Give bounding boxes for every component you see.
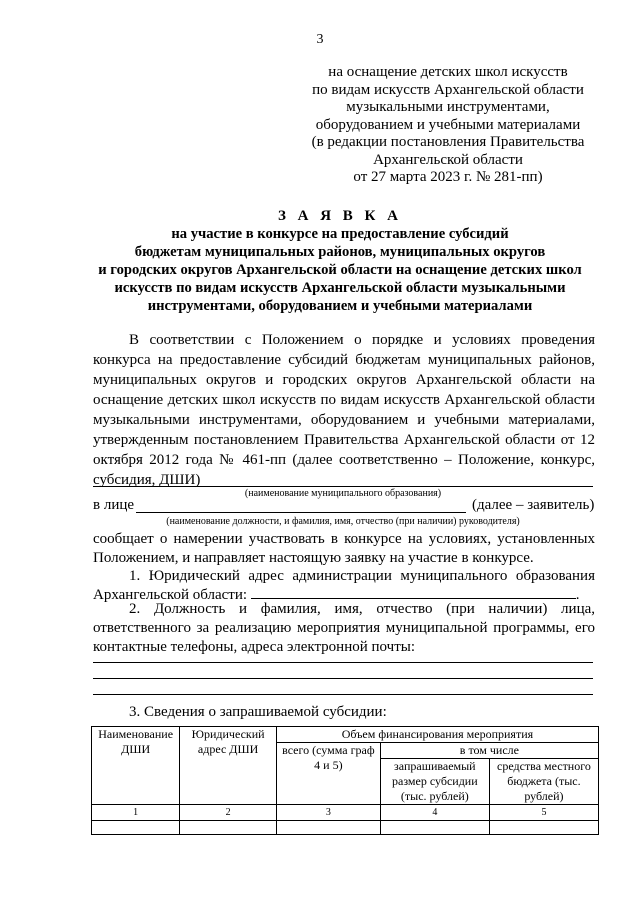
table-cell[interactable]: [180, 821, 277, 835]
header-total: всего (сумма граф 4 и 5): [276, 743, 380, 805]
contact-field-line-2[interactable]: [93, 678, 593, 679]
annex-header: [300, 64, 596, 187]
contact-field-line-1[interactable]: [93, 662, 593, 663]
subtitle-line: на участие в конкурсе на предоставление субсидий: [171, 226, 509, 242]
annex-line: Архангельской области: [373, 151, 523, 168]
item-1-text: 1. Юридический адрес администрации муниципального образования Архангельской области:: [93, 568, 595, 603]
column-number: 1: [92, 805, 180, 821]
header-name: Наименование ДШИ: [92, 727, 180, 805]
intro-paragraph: В соответствии с Положением о порядке и условиях проведения конкурса на предоставление субсидий бюджетам муниципальных районов, муниципальных округов и городских округов Архангельской области на оснащение детских школ искусств по видам искусств Архангельской области музыкальными инструментами, оборудованием и учебными материалами, утвержденным постановлением Правительства Архангельской области от 12 октября 2012 года № 461-пп (далее соответственно – Положение, конкурс, субсидия, ДШИ): [93, 332, 595, 488]
item-1-paragraph: 1. Юридический адрес администрации муниципального образования Архангельской области: .: [93, 568, 595, 603]
page-number: 3: [316, 32, 324, 47]
header-address: Юридический адрес ДШИ: [180, 727, 277, 805]
subsidy-table: [91, 726, 599, 835]
subtitle-line: и городских округов Архангельской области на оснащение детских школ: [98, 262, 582, 278]
annex-line: от 27 марта 2023 г. № 281-пп): [353, 169, 543, 185]
header-volume: Объем финансирования мероприятия: [276, 727, 598, 743]
annex-line: (в редакции постановления Правительства: [311, 134, 585, 150]
table-cell[interactable]: [380, 821, 489, 835]
annex-line: музыкальными инструментами,: [346, 99, 550, 115]
document-title: З А Я В К А: [277, 208, 403, 224]
header-including: в том числе: [380, 743, 598, 759]
in-person-label: в лице: [93, 497, 135, 513]
subtitle-line: бюджетам муниципальных районов, муниципальных округов: [134, 244, 546, 260]
item-3-paragraph: 3. Сведения о запрашиваемой субсидии:: [129, 704, 387, 720]
header-local: средства местного бюджета (тыс. рублей): [489, 759, 598, 805]
applicant-suffix: (далее – заявитель): [472, 497, 595, 513]
legal-address-field[interactable]: [251, 586, 576, 599]
annex-line: по видам искусств Архангельской области: [312, 81, 584, 98]
table-cell[interactable]: [489, 821, 598, 835]
table-row: [92, 821, 599, 835]
subtitle-line: искусств по видам искусств Архангельской области музыкальными: [114, 280, 566, 296]
municipality-hint: (наименование муниципального образования): [244, 488, 442, 499]
column-number: 5: [489, 805, 598, 821]
column-number: 2: [180, 805, 277, 821]
column-number-row: [92, 805, 599, 821]
table-header-row: [92, 727, 599, 743]
municipality-field[interactable]: [93, 486, 593, 487]
table-cell[interactable]: [276, 821, 380, 835]
item-2-paragraph: 2. Должность и фамилия, имя, отчество (при наличии) лица, ответственного за реализацию мероприятия муниципальной программы, его контактные телефоны, адреса электронной почты:: [93, 601, 595, 655]
column-number: 4: [380, 805, 489, 821]
table-cell[interactable]: [92, 821, 180, 835]
annex-line: на оснащение детских школ искусств: [328, 64, 568, 80]
header-requested: запрашиваемый размер субсидии (тыс. рублей): [380, 759, 489, 805]
subtitle-line: инструментами, оборудованием и учебными материалами: [147, 298, 533, 314]
document-subtitle: [80, 225, 600, 315]
contact-field-line-3[interactable]: [93, 694, 593, 695]
column-number: 3: [276, 805, 380, 821]
position-hint: (наименование должности, и фамилия, имя, отчество (при наличии) руководителя): [166, 516, 520, 527]
annex-line: оборудованием и учебными материалами: [315, 116, 581, 133]
representative-field[interactable]: [136, 512, 466, 513]
intent-paragraph: сообщает о намерении участвовать в конкурсе на условиях, установленных Положением, и направляет настоящую заявку на участие в конкурсе.: [93, 531, 595, 566]
